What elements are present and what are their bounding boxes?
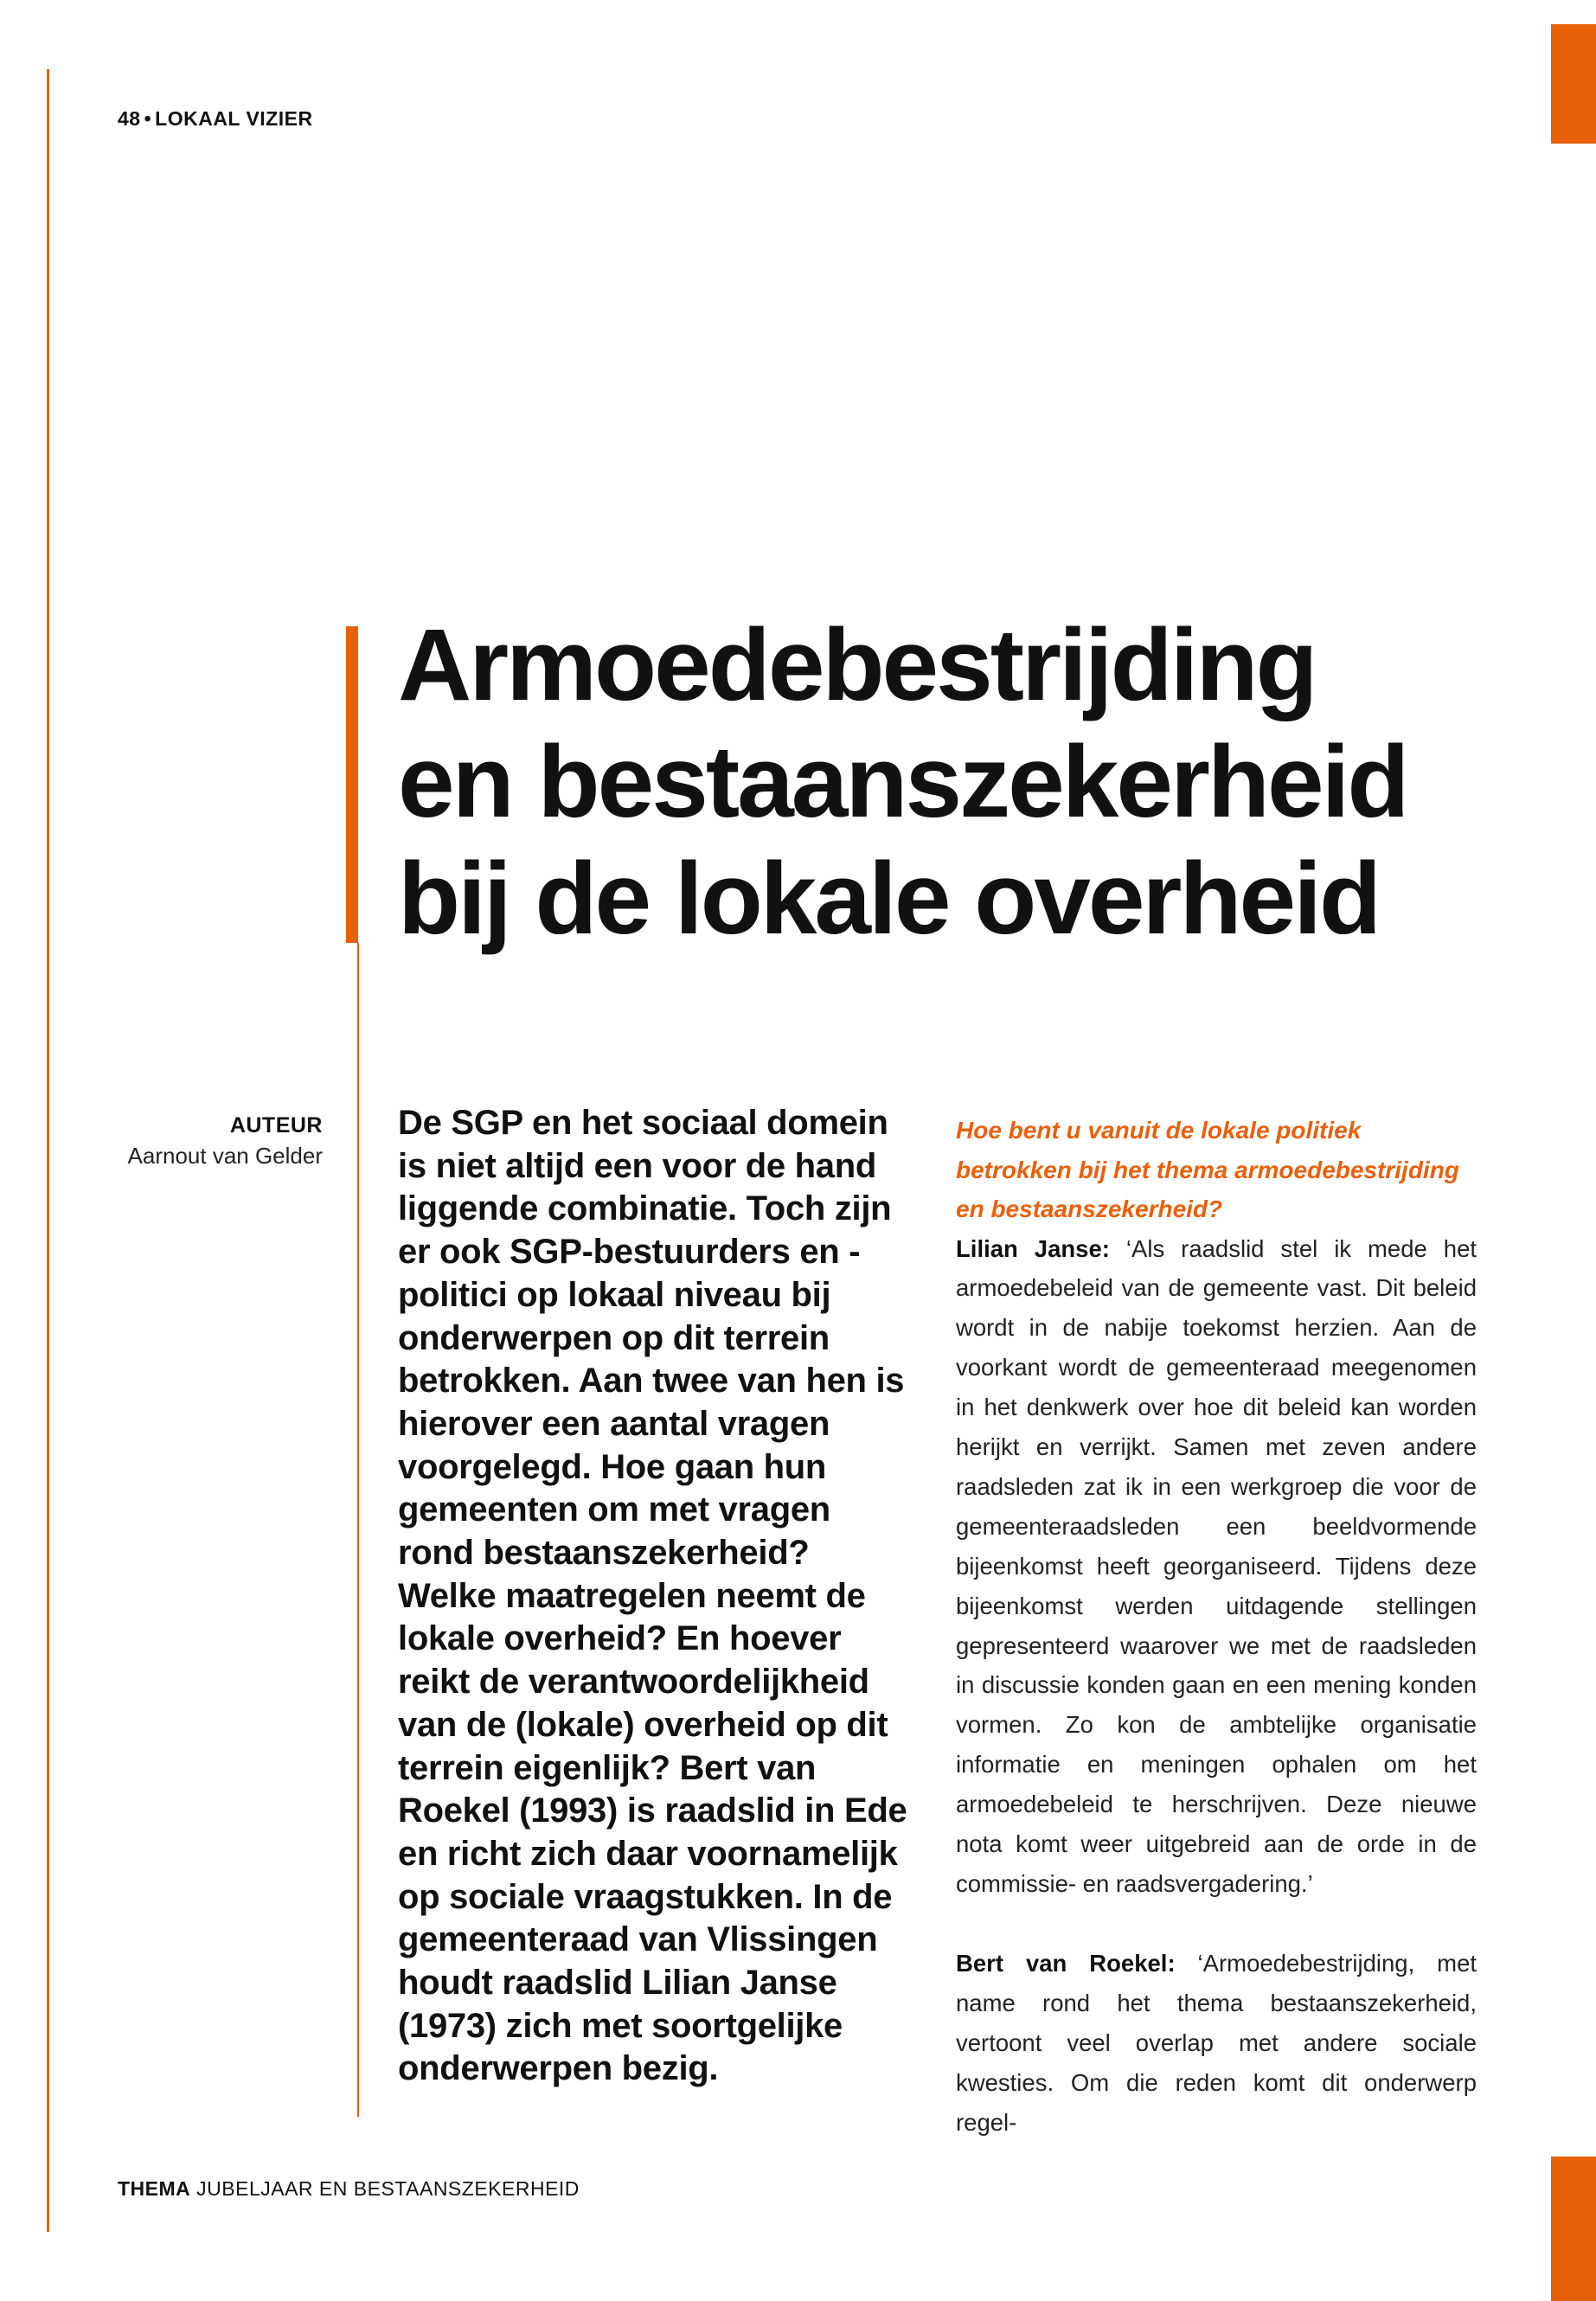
interview-answer-janse	[956, 1229, 1477, 1904]
interview-question: Hoe bent u vanuit de lokale politiek betrokken bij het thema armoedebestrijding en bestaanszekerheid?	[956, 1117, 1459, 1222]
answer-text: ‘Armoedebestrijding, met name rond het thema bestaanszekerheid, vertoont veel overlap met andere sociale kwesties. Om die reden komt dit onderwerp regel-	[956, 1949, 1477, 2136]
interview-answer-van-roekel	[956, 1944, 1477, 2143]
title-line-1: Armoedebestrijding	[398, 608, 1316, 722]
footer-theme-label: THEMA	[118, 2177, 191, 2200]
paragraph-gap	[956, 1904, 1477, 1944]
speaker-name: Lilian Janse:	[956, 1234, 1110, 1262]
author-label: AUTEUR	[229, 1113, 323, 1138]
title-accent-bar	[346, 626, 358, 943]
article-title	[398, 607, 1557, 958]
footer-theme-text: JUBELJAAR EN BESTAANSZEKERHEID	[196, 2177, 580, 2200]
left-margin-rule	[47, 69, 49, 2232]
speaker-name: Bert van Roekel:	[956, 1949, 1176, 1977]
intro-paragraph: De SGP en het sociaal domein is niet altijd een voor de hand liggende combinatie. Toch zijn er ook SGP-bestuurders en -politici op lokaal niveau bij onderwerpen op dit terrein betrokken. Aan twee van hen is hierover een aantal vragen voorgelegd. Hoe gaan hun gemeenten om met vragen rond bestaanszekerheid? Welke maatregelen neemt de lokale overheid? En hoever reikt de verantwoordelijkheid van de (lokale) overheid op dit terrein eigenlijk? Bert van Roekel (1993) is raadslid in Ede en richt zich daar voornamelijk op sociale vraagstukken. In de gemeenteraad van Vlissingen houdt raadslid Lilian Janse (1973) zich met soortgelijke onderwerpen bezig.	[398, 1104, 907, 2088]
page-number: 48	[118, 107, 141, 130]
title-line-3: bij de lokale overheid	[398, 842, 1380, 956]
interview-column	[956, 1111, 1477, 2142]
page-header	[118, 107, 313, 131]
section-tab-top	[1551, 24, 1596, 144]
answer-text: ‘Als raadslid stel ik mede het armoedebeleid van de gemeente vast. Dit beleid wordt in de nabije toekomst herzien. Aan de voorkant wordt de gemeenteraad meegenomen in het denkwerk over hoe dit beleid kan worden herijkt en verrijkt. Samen met zeven andere raadsleden zat ik in een werkgroep die voor de gemeenteraadsleden een beeldvormende bijeenkomst heeft georganiseerd. Tijdens deze bijeenkomst werden uitdagende stellingen gepresenteerd waarover we met de raadsleden in discussie konden gaan en een mening konden vormen. Zo kon de ambtelijke organisatie informatie en meningen ophalen om het armoedebeleid te herschrijven. Deze nieuwe nota komt weer uitgebreid aan de orde in de commissie- en raadsvergadering.’	[956, 1234, 1477, 1897]
author-name: Aarnout van Gelder	[127, 1143, 323, 1169]
page-footer	[118, 2177, 580, 2201]
author-block	[128, 1112, 323, 1172]
section-tab-bottom	[1551, 2157, 1596, 2301]
header-separator: •	[144, 107, 152, 130]
magazine-section: LOKAAL VIZIER	[155, 107, 313, 130]
title-line-2: en bestaanszekerheid	[398, 725, 1407, 839]
column-divider-rule	[357, 943, 359, 2117]
